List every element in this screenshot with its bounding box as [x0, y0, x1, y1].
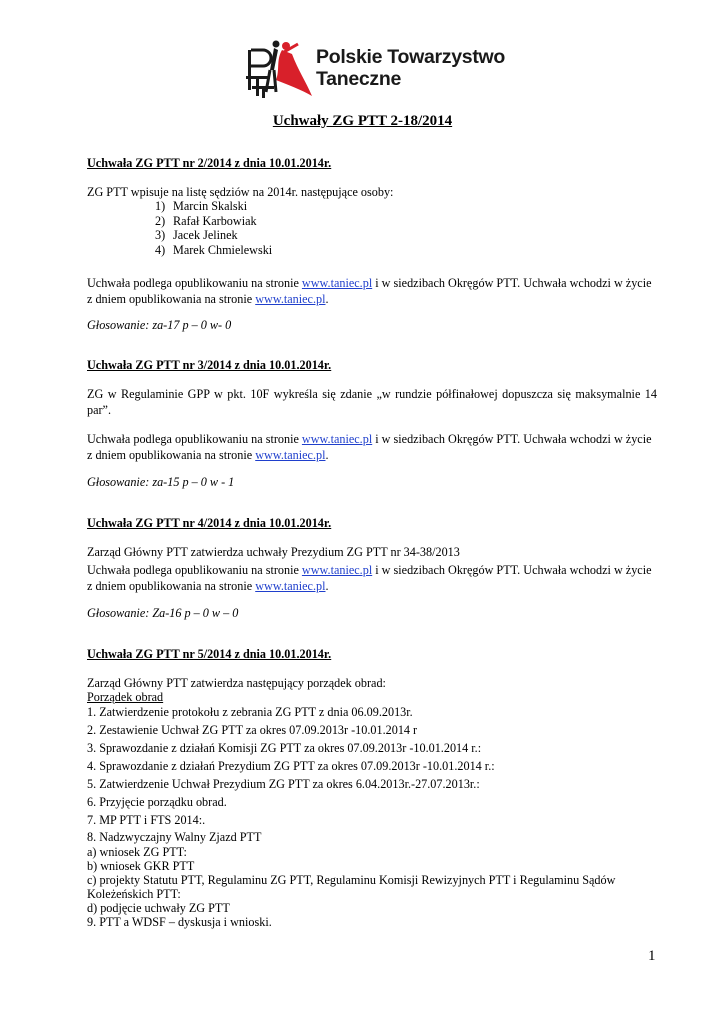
resolution-2-vote: Głosowanie: za-17 p – 0 w- 0: [87, 318, 232, 332]
resolution-3-vote: Głosowanie: za-15 p – 0 w - 1: [87, 475, 235, 489]
agenda-item: 7. MP PTT i FTS 2014:.: [87, 813, 206, 827]
document-title: Uchwały ZG PTT 2-18/2014: [272, 113, 453, 129]
resolution-4-heading: Uchwała ZG PTT nr 4/2014 z dnia 10.01.2014r.: [87, 516, 332, 530]
list-item: 1) Marcin Skalski: [155, 199, 248, 213]
agenda-item: 5. Zatwierdzenie Uchwał Prezydium ZG PTT za okres 6.04.2013r.-27.07.2013r.:: [87, 777, 480, 791]
taniec-link[interactable]: www.taniec.pl: [255, 578, 326, 593]
resolution-3-publish-note: Uchwała podlega opublikowaniu na stronie www.taniec.pl i w siedzibach Okręgów PTT. Uchwała wchodzi w życie z dniem opublikowania na stronie www.taniec.pl.: [87, 432, 652, 462]
taniec-link[interactable]: www.taniec.pl: [255, 447, 326, 462]
resolution-4-publish-note: Uchwała podlega opublikowaniu na stronie www.taniec.pl i w siedzibach Okręgów PTT. Uchwała wchodzi w życie z dniem opublikowania na stronie www.taniec.pl.: [87, 563, 652, 593]
agenda-title: Porządek obrad: [87, 690, 164, 704]
ptt-dancers-logo-icon: [246, 40, 314, 100]
logo-line-1: Polskie Towarzystwo: [316, 46, 505, 68]
logo-line-2: Taneczne: [316, 68, 402, 90]
agenda-item: 9. PTT a WDSF – dyskusja i wnioski.: [87, 915, 272, 929]
resolution-5-intro: Zarząd Główny PTT zatwierdza następujący porządek obrad:: [87, 676, 386, 690]
agenda-item: 3. Sprawozdanie z działań Komisji ZG PTT za okres 07.09.2013r -10.01.2014 r.:: [87, 741, 482, 755]
resolution-2-publish-note: Uchwała podlega opublikowaniu na stronie www.taniec.pl i w siedzibach Okręgów PTT. Uchwała wchodzi w życie z dniem opublikowania na stronie www.taniec.pl.: [87, 276, 652, 306]
list-item: 4) Marek Chmielewski: [155, 242, 273, 257]
resolution-2-intro: ZG PTT wpisuje na listę sędziów na 2014r. następujące osoby:: [87, 185, 394, 199]
resolution-5-agenda: [87, 676, 657, 929]
agenda-item: 8. Nadzwyczajny Walny Zjazd PTT: [87, 830, 262, 844]
taniec-link[interactable]: www.taniec.pl: [255, 291, 326, 306]
resolution-2-heading: Uchwała ZG PTT nr 2/2014 z dnia 10.01.2014r.: [87, 156, 332, 170]
resolution-3-heading: Uchwała ZG PTT nr 3/2014 z dnia 10.01.2014r.: [87, 358, 332, 372]
agenda-item: b) wniosek GKR PTT: [87, 859, 195, 873]
taniec-link[interactable]: www.taniec.pl: [301, 563, 373, 577]
taniec-link[interactable]: www.taniec.pl: [301, 276, 373, 290]
logo-wordmark: [316, 46, 505, 90]
agenda-item: 1. Zatwierdzenie protokołu z zebrania ZG PTT z dnia 06.09.2013r.: [87, 705, 413, 719]
resolution-5-heading: Uchwała ZG PTT nr 5/2014 z dnia 10.01.2014r.: [87, 647, 332, 661]
agenda-item: a) wniosek ZG PTT:: [87, 845, 187, 859]
page-number: 1: [648, 948, 656, 964]
resolution-3-body: ZG w Regulaminie GPP w pkt. 10F wykreśla się zdanie „w rundzie półfinałowej dopuszcza się maksymalnie 14 par”.: [87, 387, 657, 417]
list-item: 3) Jacek Jelinek: [155, 228, 238, 242]
agenda-item: c) projekty Statutu PTT, Regulaminu ZG PTT, Regulaminu Komisji Rewizyjnych PTT i Regulaminu Sądów Koleżeńskich PTT:: [87, 873, 616, 901]
resolution-4-vote: Głosowanie: Za-16 p – 0 w – 0: [87, 606, 239, 620]
ptt-logo: [246, 40, 506, 100]
judges-list: [155, 199, 272, 257]
agenda-item: 6. Przyjęcie porządku obrad.: [87, 795, 227, 809]
agenda-item: d) podjęcie uchwały ZG PTT: [87, 901, 230, 915]
agenda-item: 4. Sprawozdanie z działań Prezydium ZG PTT za okres 07.09.2013r -10.01.2014 r.:: [87, 759, 495, 773]
resolution-4-body: Zarząd Główny PTT zatwierdza uchwały Prezydium ZG PTT nr 34-38/2013: [87, 545, 460, 559]
agenda-item: 2. Zestawienie Uchwał ZG PTT za okres 07.09.2013r -10.01.2014 r: [87, 723, 418, 737]
list-item: 2) Rafał Karbowiak: [155, 213, 257, 228]
taniec-link[interactable]: www.taniec.pl: [301, 432, 373, 446]
